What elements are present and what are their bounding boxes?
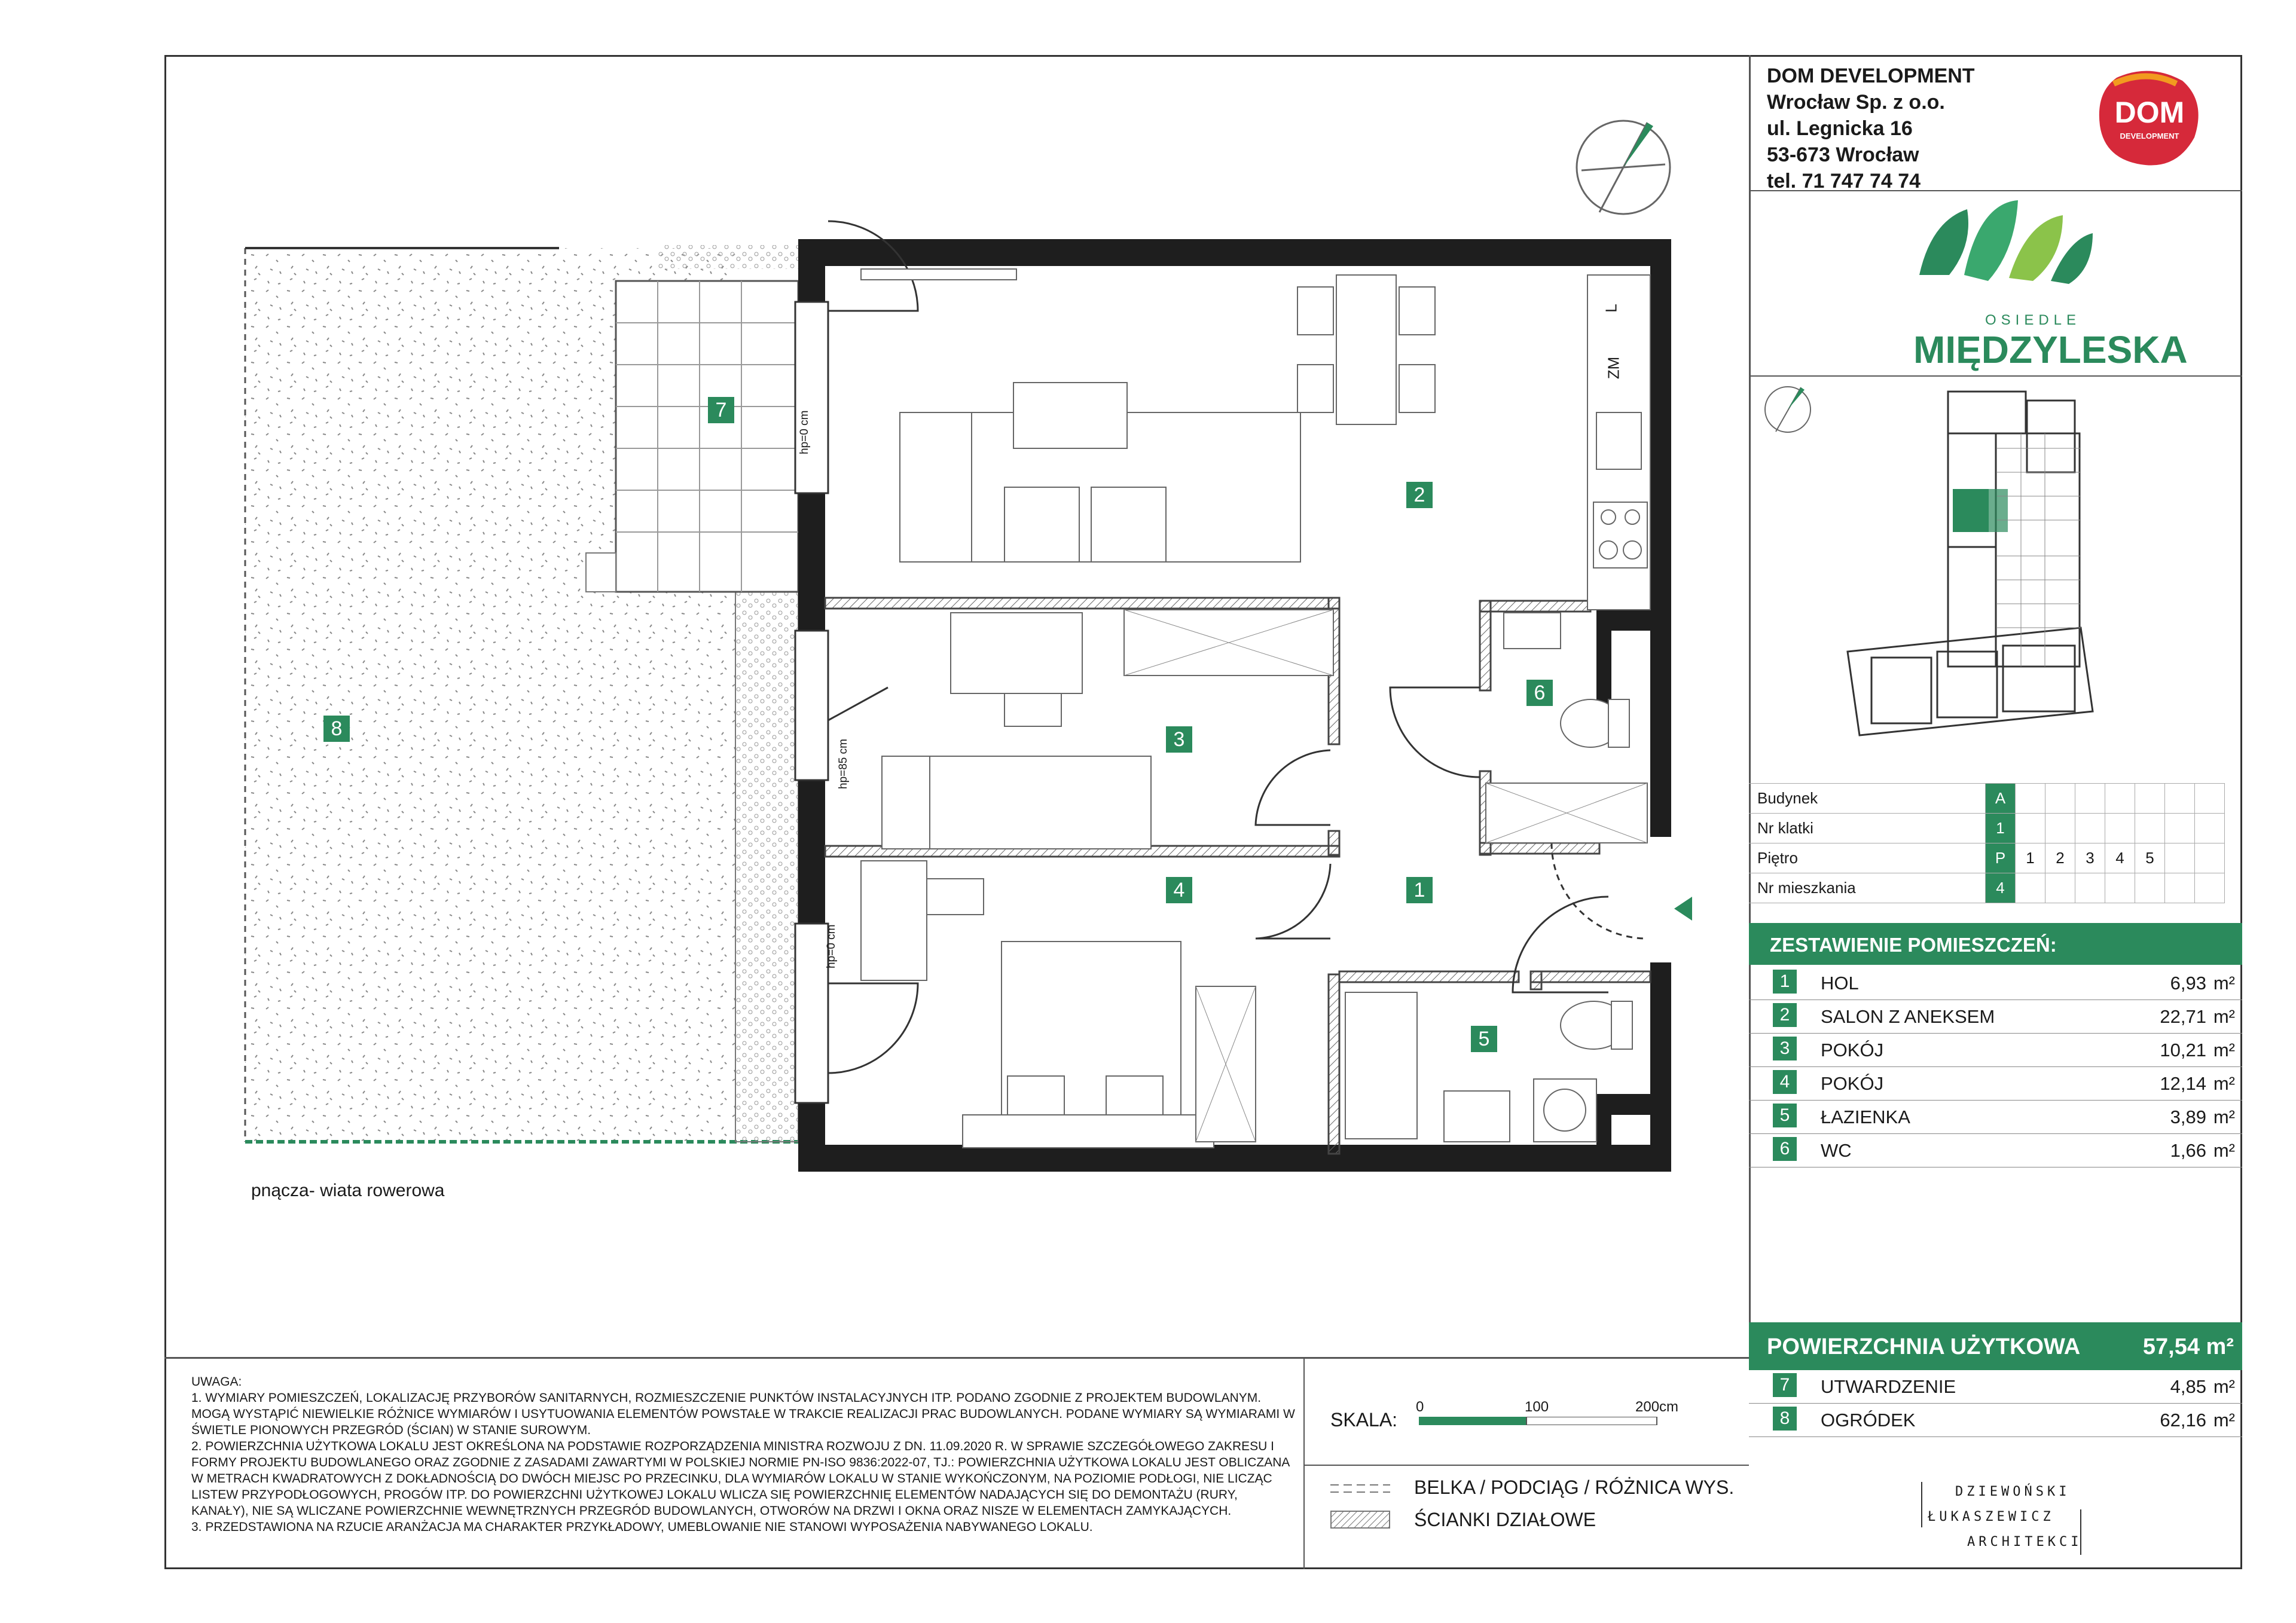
- architect-line-1: DZIEWOŃSKI: [1955, 1484, 2071, 1499]
- room-tag-4: 4: [1166, 877, 1192, 903]
- scale-bar: [1419, 1417, 1658, 1425]
- window-height-note: hp=0 cm: [825, 924, 838, 968]
- usable-area-label: POWIERZCHNIA UŻYTKOWA: [1767, 1334, 2081, 1359]
- summary-title-text: ZESTAWIENIE POMIESZCZEŃ:: [1770, 934, 2057, 956]
- notes: [191, 1374, 1297, 1535]
- notes-heading: UWAGA:: [191, 1375, 242, 1389]
- project-logo: [1913, 197, 2188, 371]
- company-name: DOM DEVELOPMENT: [1767, 65, 1975, 87]
- summary-title: [1749, 923, 2242, 965]
- room-area: 3,89: [2170, 1107, 2206, 1127]
- company-city: 53-673 Wrocław: [1767, 143, 1919, 166]
- partition-legend-icon: [1330, 1511, 1390, 1529]
- room-name: HOL: [1821, 973, 1859, 994]
- building-value: A: [1986, 784, 2016, 814]
- room-tag-3: 3: [1166, 726, 1192, 753]
- room-area: 10,21: [2160, 1040, 2206, 1060]
- room-name: SALON Z ANEKSEM: [1821, 1006, 1995, 1027]
- beam-legend-label: BELKA / PODCIĄG / RÓŻNICA WYS.: [1414, 1477, 1735, 1498]
- project-prefix: OSIEDLE: [1984, 312, 2081, 328]
- room-area: 1,66: [2170, 1140, 2206, 1161]
- staircase-value: 1: [1986, 814, 2016, 843]
- summary-row: [1749, 1404, 2242, 1437]
- area-unit: m²: [2213, 1140, 2235, 1161]
- summary-row: [1749, 967, 2242, 1000]
- apartment-number-value: 4: [1986, 873, 2016, 903]
- room-area: 12,14: [2160, 1073, 2206, 1094]
- company-address: [1767, 63, 1975, 194]
- room-number: 2: [1773, 1003, 1797, 1027]
- room-area: 4,85: [2170, 1376, 2206, 1397]
- dishwasher-mark: ZM: [1604, 356, 1623, 380]
- dom-development-logo: [2093, 66, 2206, 170]
- room-name: POKÓJ: [1821, 1040, 1884, 1060]
- room-name: UTWARDZENIE: [1821, 1376, 1956, 1397]
- logo-text: DOM: [2114, 96, 2185, 129]
- floor-option: 4: [2105, 843, 2135, 873]
- room-number: 1: [1773, 970, 1797, 994]
- note-item: 3. PRZEDSTAWIONA NA RZUCIE ARANŻACJA MA CHARAKTER PRZYKŁADOWY, UMEBLOWANIE NIE STANOWI WYPOSAŻENIA NABYWANEGO LOKALU.: [191, 1520, 1093, 1534]
- area-unit: m²: [2213, 1410, 2235, 1431]
- room-number: 8: [1773, 1407, 1797, 1431]
- architect-line-2: ŁUKASZEWICZ: [1928, 1509, 2054, 1524]
- floor-value: P: [1986, 843, 2016, 873]
- room-name: OGRÓDEK: [1821, 1410, 1916, 1431]
- summary-row: [1749, 1370, 2242, 1404]
- floor-option: 5: [2135, 843, 2165, 873]
- scale-legend-divider: [1303, 1465, 1749, 1466]
- room-tag-8: 8: [323, 716, 350, 742]
- floor-option: 3: [2075, 843, 2105, 873]
- key-plan: [1758, 377, 2236, 765]
- summary-row: [1749, 1134, 2242, 1167]
- area-unit: m²: [2213, 1006, 2235, 1027]
- room-number: 5: [1773, 1104, 1797, 1127]
- table-row: [1749, 814, 2225, 843]
- note-item: 2. POWIERZCHNIA UŻYTKOWA LOKALU JEST OKREŚLONA NA PODSTAWIE ROZPORZĄDZENIA MINISTRA ROZWOJU Z DN. 11.09.2020 R. W SPRAWIE SZCZEGÓŁOWEGO ZAKRESU I FORMY PROJEKTU BUDOWLANEGO ORAZ ZGODNIE Z ZASADAMI ZAWARTYMI W POLSKIEJ NORMIE PN-ISO 9836:2022-07, TJ.: POWIERZCHNIA UŻYTKOWA LOKALU JEST OBLICZANA W METRACH KWADRATOWYCH Z DOKŁADNOŚCIĄ DO DWÓCH MIEJSC PO PRZECINKU, DLA WYMIARÓW LOKALU W STANIE WYKOŃCZONYM, NA POZIOMIE PODŁOGI, NIE LICZĄC LISTEW PRZYPODŁOGOWYCH, PROGÓW ITP. DO POWIERZCHNI UŻYTKOWEJ LOKALU WLICZA SIĘ POWIERZCHNIĘ ELEMENTÓW NADAJĄCYCH SIĘ DO DEMONTAŻU (RURY, KANAŁY), NIE SĄ WLICZANE POWIERZCHNIE WEWNĘTRZNYCH PRZEGRÓD BUDOWLANYCH, OTWORÓW NA DRZWI I OKNA ORAZ NISZE W ELEMENTACH ZAMYKAJĄCYCH.: [191, 1439, 1290, 1518]
- table-row: [1749, 784, 2225, 814]
- summary-row: [1749, 1000, 2242, 1034]
- room-area: 6,93: [2170, 973, 2206, 994]
- room-name: POKÓJ: [1821, 1073, 1884, 1094]
- company-phone: tel. 71 747 74 74: [1767, 170, 1921, 192]
- garden-note: pnącza- wiata rowerowa: [251, 1181, 445, 1200]
- room-number: 6: [1773, 1137, 1797, 1161]
- company-branch: Wrocław Sp. z o.o.: [1767, 91, 1945, 114]
- summary-row: [1749, 1067, 2242, 1101]
- sink-mark: L: [1602, 304, 1620, 313]
- scale-tick-label: 0: [1416, 1399, 1424, 1415]
- table-row: [1749, 873, 2225, 903]
- floor-label: Piętro: [1749, 843, 1986, 873]
- room-tag-1: 1: [1406, 877, 1433, 903]
- company-street: ul. Legnicka 16: [1767, 117, 1913, 140]
- usable-area-bar: [1749, 1322, 2242, 1370]
- window-height-note: hp=0 cm: [798, 410, 811, 454]
- logo-subtext: DEVELOPMENT: [2120, 132, 2179, 140]
- architect-logo: [1919, 1480, 2087, 1557]
- scale-tick-label: 200cm: [1635, 1399, 1679, 1415]
- area-unit: m²: [2213, 1073, 2235, 1094]
- area-unit: m²: [2213, 1040, 2235, 1060]
- area-unit: m²: [2213, 973, 2235, 994]
- area-unit: m²: [2213, 1107, 2235, 1127]
- room-name: WC: [1821, 1140, 1852, 1161]
- table-row: [1749, 843, 2225, 873]
- room-area: 22,71: [2160, 1006, 2206, 1027]
- project-name: MIĘDZYLESKA: [1913, 328, 2188, 371]
- room-tag-6: 6: [1526, 680, 1553, 706]
- room-tag-2: 2: [1406, 482, 1433, 508]
- summary-row: [1749, 1034, 2242, 1067]
- summary-row: [1749, 1101, 2242, 1134]
- room-tag-7: 7: [708, 397, 734, 423]
- partition-legend-label: ŚCIANKI DZIAŁOWE: [1414, 1509, 1596, 1530]
- architect-line-3: ARCHITEKCI: [1967, 1535, 2083, 1549]
- window-height-note: hp=85 cm: [837, 739, 850, 789]
- panel-divider: [1749, 55, 1751, 1370]
- floor-option: 1: [2016, 843, 2045, 873]
- room-area: 62,16: [2160, 1410, 2206, 1431]
- apartment-number-label: Nr mieszkania: [1749, 873, 1986, 903]
- staircase-label: Nr klatki: [1749, 814, 1986, 843]
- apartment-info-table: [1749, 783, 2225, 903]
- area-unit: m²: [2213, 1376, 2235, 1397]
- beam-legend-icon: [1330, 1483, 1390, 1494]
- notes-scale-divider: [1303, 1357, 1305, 1569]
- room-number: 4: [1773, 1070, 1797, 1094]
- scale-tick-label: 100: [1525, 1399, 1549, 1415]
- room-number: 7: [1773, 1373, 1797, 1397]
- room-tag-5: 5: [1471, 1026, 1497, 1052]
- floor-option: 2: [2045, 843, 2075, 873]
- room-number: 3: [1773, 1037, 1797, 1060]
- scale-label: SKALA:: [1330, 1409, 1398, 1431]
- compass-icon: [1573, 117, 1674, 218]
- building-label: Budynek: [1749, 784, 1986, 814]
- note-item: 1. WYMIARY POMIESZCZEŃ, LOKALIZACJĘ PRZYBORÓW SANITARNYCH, ROZMIESZCZENIE PUNKTÓW INSTALACYJNYCH ITP. PODANO ZGODNIE Z PROJEKTEM BUDOWLANYM. MOGĄ WYSTĄPIĆ NIEWIELKIE RÓŻNICE WYMIARÓW I USYTUOWANIA ELEMENTÓW POWSTAŁE W TRAKCIE REALIZACJI PRAC BUDOWLANYCH. PODANE WYMIARY SĄ WYMIARAMI W ŚWIETLE PIONOWYCH PRZEGRÓD (ŚCIAN) W STANIE SUROWYM.: [191, 1391, 1295, 1437]
- room-name: ŁAZIENKA: [1821, 1107, 1910, 1127]
- usable-area-value: 57,54 m²: [2142, 1334, 2234, 1359]
